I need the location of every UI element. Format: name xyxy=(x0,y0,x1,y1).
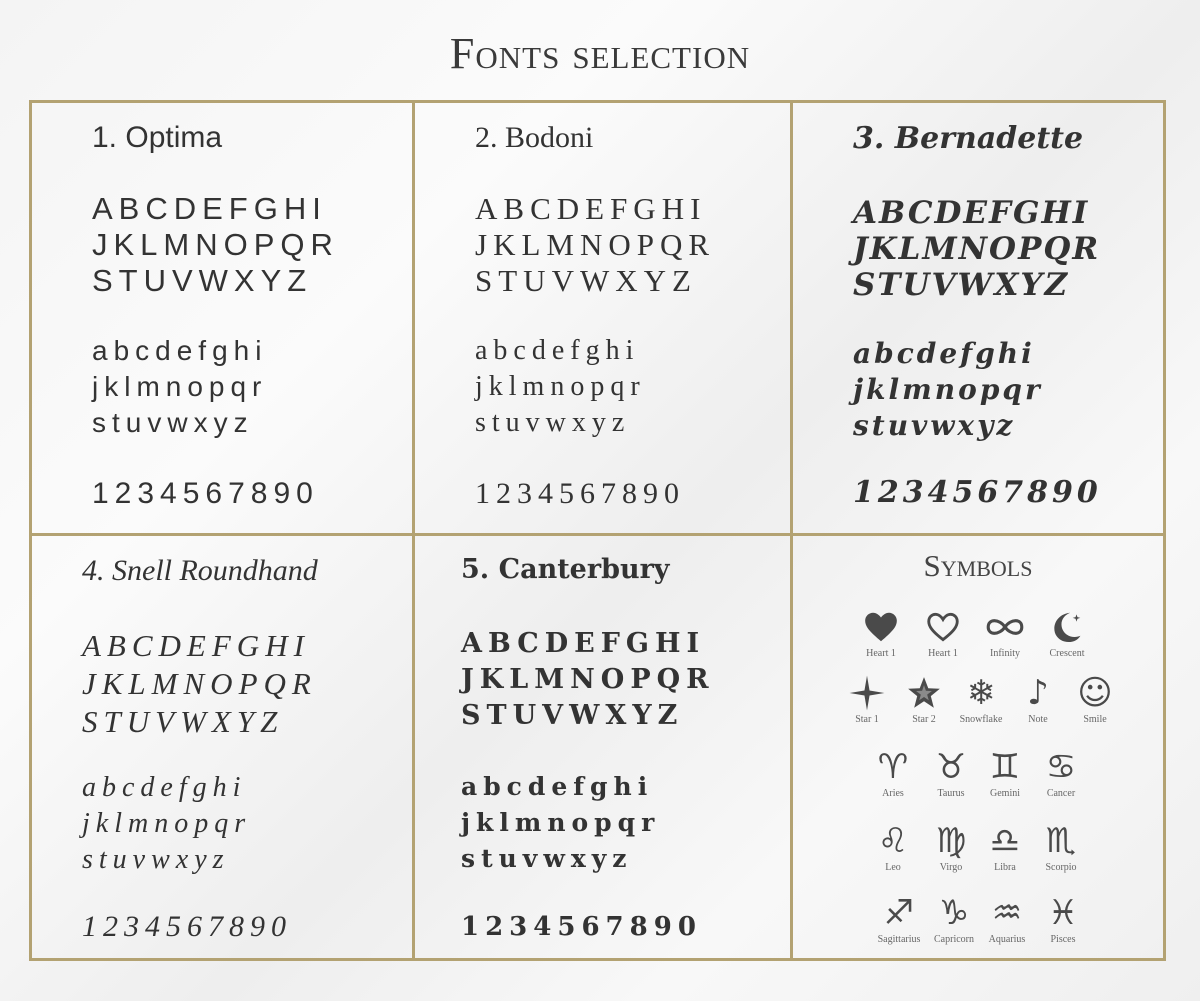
aries-icon: ♈ xyxy=(877,747,909,787)
digits-row: 1234567890 xyxy=(461,912,702,942)
font-title: 1. Optima xyxy=(92,121,223,154)
symbol-label: Pisces xyxy=(1050,934,1076,945)
symbol-label: Taurus xyxy=(937,788,965,799)
symbol-label: Sagittarius xyxy=(877,934,921,945)
uppercase-row: STUVWXYZ xyxy=(853,267,1070,303)
uppercase-row: ABCDEFGHI xyxy=(82,628,310,663)
uppercase-row: JKLMNOPQR xyxy=(853,231,1101,267)
symbol-label: Smile xyxy=(1083,714,1107,725)
uppercase-row: ABCDEFGHI xyxy=(475,191,707,226)
leo-icon: ♌ xyxy=(877,821,909,861)
heart-outline-icon xyxy=(924,608,962,646)
lowercase-row: stuvwxyz xyxy=(461,844,633,873)
symbol-label: Virgo xyxy=(939,862,963,873)
symbol-label: Note xyxy=(1028,714,1048,725)
symbol-label: Leo xyxy=(885,862,901,873)
font-card-optima xyxy=(32,103,412,533)
lowercase-row: jklmnopqr xyxy=(92,371,268,402)
symbol-label: Gemini xyxy=(990,788,1020,799)
lowercase-row: stuvwxyz xyxy=(853,409,1016,442)
symbol-crescent xyxy=(1033,608,1101,659)
uppercase-row: JKLMNOPQR xyxy=(475,227,716,262)
symbol-smile xyxy=(1061,674,1129,725)
symbol-label: Aries xyxy=(882,788,904,799)
symbol-label: Star 1 xyxy=(855,714,879,725)
symbol-heart-outline xyxy=(909,608,977,659)
lowercase-row: abcdefghi xyxy=(92,335,268,366)
symbol-label: Scorpio xyxy=(1045,862,1077,873)
font-title: 5. Canterbury xyxy=(461,554,670,585)
uppercase-row: STUVWXYZ xyxy=(82,704,284,739)
lowercase-row: jklmnopqr xyxy=(461,808,661,837)
lowercase-row: abcdefghi xyxy=(853,337,1035,370)
digits-row: 1234567890 xyxy=(475,477,685,510)
lowercase-row: jklmnopqr xyxy=(853,373,1043,406)
symbol-label: Libra xyxy=(994,862,1016,873)
lowercase-row: jklmnopqr xyxy=(475,371,646,402)
capricorn-icon: ♑ xyxy=(938,893,970,933)
pisces-icon: ♓ xyxy=(1047,893,1079,933)
uppercase-row: ABCDEFGHI xyxy=(461,628,706,659)
lowercase-row: abcdefghi xyxy=(82,772,247,803)
uppercase-row: STUVWXYZ xyxy=(461,700,684,731)
font-title: 4. Snell Roundhand xyxy=(82,554,318,587)
font-title: 2. Bodoni xyxy=(475,121,594,154)
lowercase-row: stuvwxyz xyxy=(475,407,631,438)
snowflake-icon: ❄ xyxy=(966,673,996,713)
smile-icon: ☺ xyxy=(1077,673,1113,713)
symbol-label: Crescent xyxy=(1049,648,1085,659)
digits-row: 1234567890 xyxy=(853,475,1102,510)
uppercase-row: JKLMNOPQR xyxy=(92,227,339,262)
uppercase-row: ABCDEFGHI xyxy=(853,195,1090,231)
uppercase-row: ABCDEFGHI xyxy=(92,191,327,226)
uppercase-row: JKLMNOPQR xyxy=(82,666,317,701)
lowercase-row: stuvwxyz xyxy=(82,844,230,875)
virgo-icon: ♍ xyxy=(935,821,967,861)
symbol-label: Heart 1 xyxy=(866,648,896,659)
symbol-label: Star 2 xyxy=(912,714,936,725)
cancer-icon: ♋ xyxy=(1045,747,1077,787)
libra-icon: ♎ xyxy=(989,821,1021,861)
symbol-infinity xyxy=(971,608,1039,659)
symbol-heart-filled xyxy=(847,608,915,659)
symbols-card xyxy=(790,533,1163,958)
music-note-icon: ♪ xyxy=(1027,673,1049,713)
symbol-scorpio xyxy=(1027,822,1095,873)
infinity-icon xyxy=(977,608,1033,646)
lowercase-row: stuvwxyz xyxy=(92,407,254,438)
aquarius-icon: ♒ xyxy=(991,893,1023,933)
star-four-point-icon xyxy=(848,674,886,712)
crescent-icon xyxy=(1048,608,1086,646)
symbol-label: Heart 1 xyxy=(928,648,958,659)
taurus-icon: ♉ xyxy=(935,747,967,787)
fonts-grid xyxy=(29,100,1166,961)
symbol-label: Capricorn xyxy=(934,934,974,945)
symbol-label: Aquarius xyxy=(988,934,1026,945)
heart-filled-icon xyxy=(862,608,900,646)
uppercase-row: JKLMNOPQR xyxy=(461,664,715,695)
font-card-bernadette xyxy=(790,103,1163,533)
symbol-cancer xyxy=(1027,748,1095,799)
symbol-label: Infinity xyxy=(990,648,1020,659)
scorpio-icon: ♏ xyxy=(1045,821,1077,861)
lowercase-row: abcdefghi xyxy=(475,335,640,366)
symbols-title: Symbols xyxy=(923,548,1033,583)
font-title: 3. Bernadette xyxy=(853,121,1084,156)
lowercase-row: jklmnopqr xyxy=(82,808,252,839)
symbol-label: Snowflake xyxy=(959,714,1003,725)
font-card-canterbury xyxy=(412,533,790,958)
uppercase-row: STUVWXYZ xyxy=(475,263,697,298)
lowercase-row: abcdefghi xyxy=(461,772,654,801)
sagittarius-icon: ♐ xyxy=(883,893,915,933)
page-title: Fonts selection xyxy=(449,29,751,78)
font-card-snell-roundhand xyxy=(32,533,412,958)
uppercase-row: STUVWXYZ xyxy=(92,263,313,298)
star-five-point-icon xyxy=(905,674,943,712)
gemini-icon: ♊ xyxy=(989,747,1021,787)
digits-row: 1234567890 xyxy=(92,477,319,510)
symbol-label: Cancer xyxy=(1046,788,1076,799)
font-card-bodoni xyxy=(412,103,790,533)
digits-row: 1234567890 xyxy=(82,910,292,943)
symbol-pisces xyxy=(1029,894,1097,945)
